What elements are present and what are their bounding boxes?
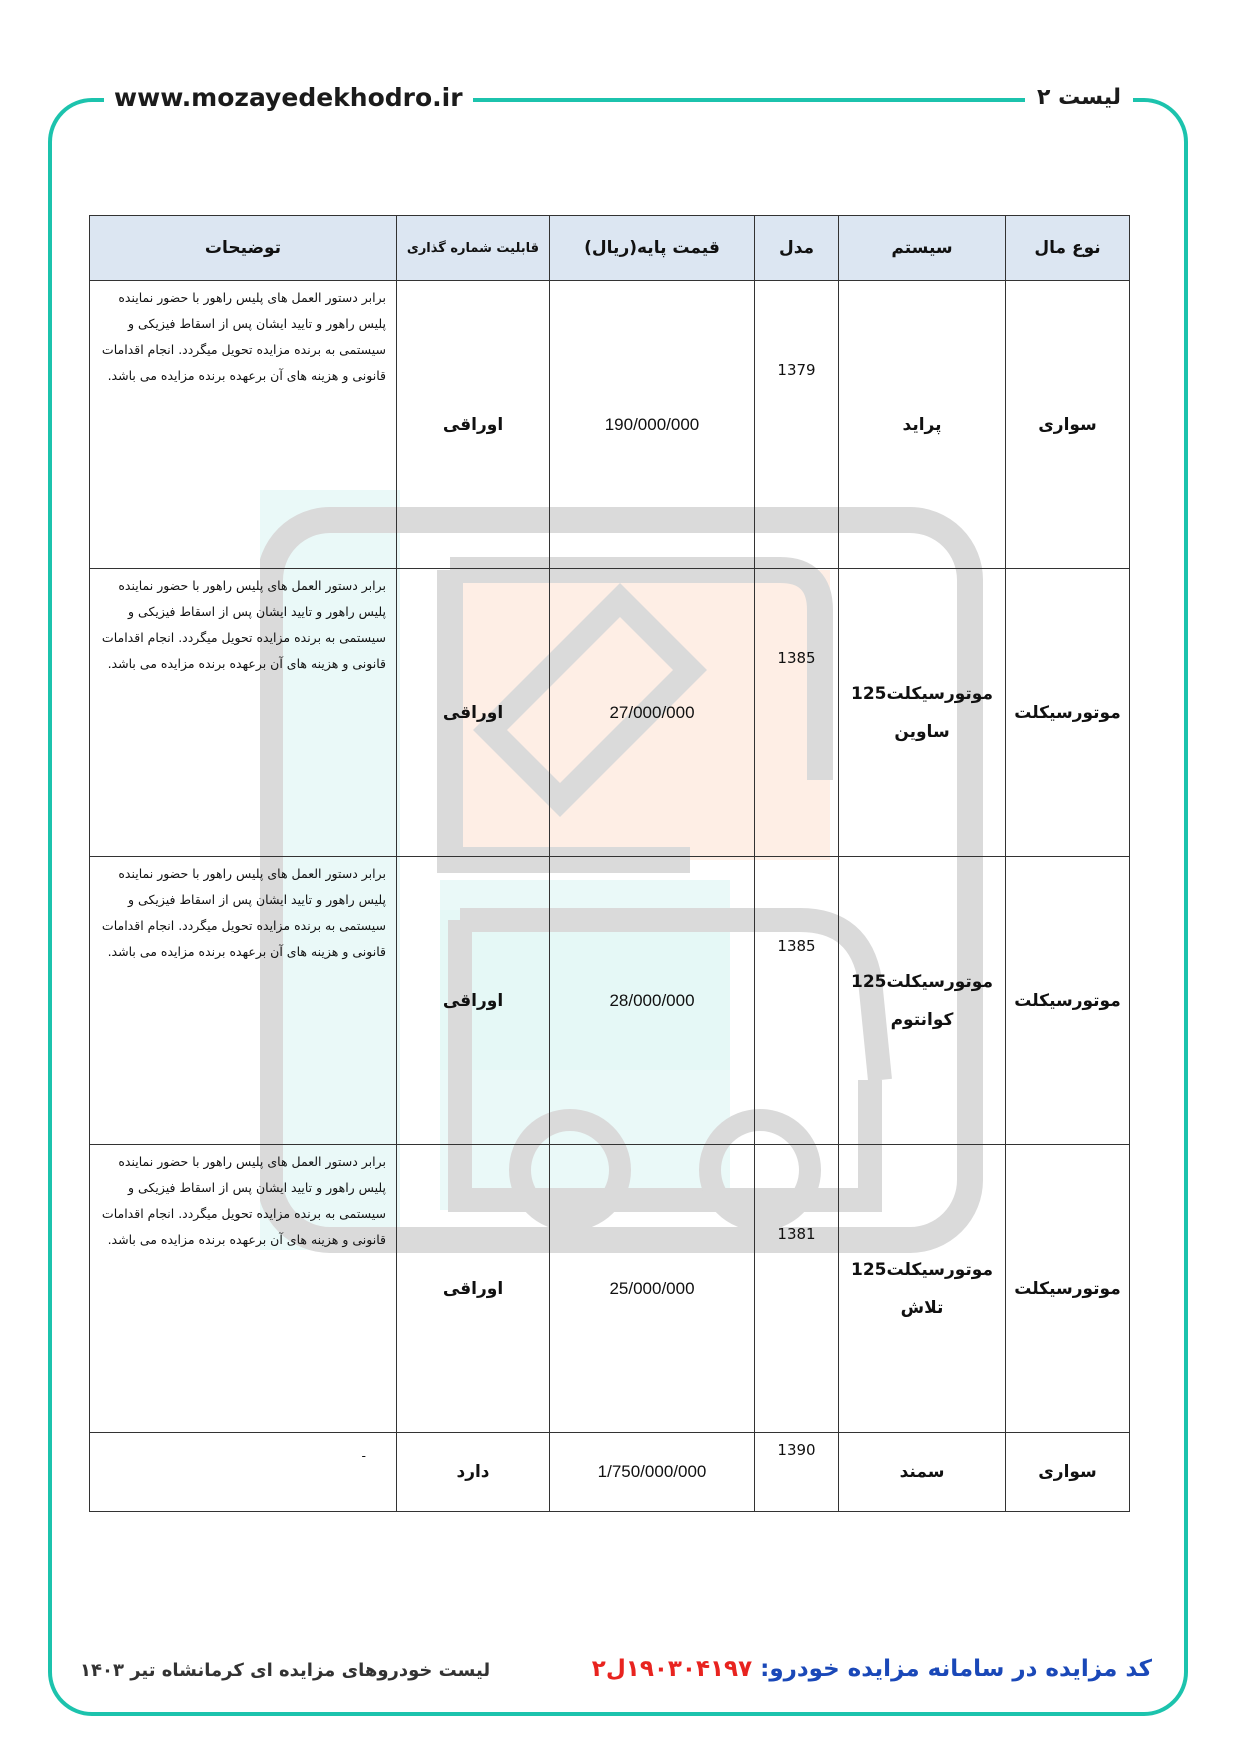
cell-system: سمند <box>839 1433 1006 1512</box>
footer-list-title: لیست خودروهای مزایده ای کرمانشاه تیر ۱۴۰۳ <box>80 1660 491 1681</box>
table-row <box>90 569 1130 857</box>
website-url: www.mozayedekhodro.ir <box>104 80 473 116</box>
cell-base-price: 27/000/000 <box>550 569 755 857</box>
header-system: سیستم <box>839 216 1006 281</box>
cell-model: 1379 <box>755 281 839 569</box>
cell-system: موتورسیکلت125 کوانتوم <box>839 857 1006 1145</box>
cell-description: برابر دستور العمل های پلیس راهور با حضور نماینده پلیس راهور و تایید ایشان پس از اسقاط فیزیکی و سیستمی به برنده مزایده تحویل میگردد. انجام اقدامات قانونی و هزینه های آن برعهده برنده مزایده می باشد. <box>90 569 397 857</box>
table-header-row <box>90 216 1130 281</box>
cell-model: 1385 <box>755 569 839 857</box>
header-base-price: قیمت پایه(ریال) <box>550 216 755 281</box>
cell-system: موتورسیکلت125 تلاش <box>839 1145 1006 1433</box>
cell-plate: اوراقی <box>397 857 550 1145</box>
cell-plate: اوراقی <box>397 569 550 857</box>
table-row <box>90 1433 1130 1512</box>
cell-item-type: سواری <box>1006 281 1130 569</box>
cell-system: موتورسیکلت125 ساوین <box>839 569 1006 857</box>
cell-item-type: موتورسیکلت <box>1006 857 1130 1145</box>
list-label: لیست ۲ <box>1025 80 1133 116</box>
cell-base-price: 28/000/000 <box>550 857 755 1145</box>
cell-base-price: 25/000/000 <box>550 1145 755 1433</box>
cell-item-type: موتورسیکلت <box>1006 1145 1130 1433</box>
table-row <box>90 1145 1130 1433</box>
cell-description: - <box>90 1433 397 1512</box>
items-table <box>89 215 1130 1512</box>
cell-model: 1381 <box>755 1145 839 1433</box>
auction-code-label: کد مزایده در سامانه مزایده خودرو: <box>760 1656 1152 1682</box>
cell-description: برابر دستور العمل های پلیس راهور با حضور نماینده پلیس راهور و تایید ایشان پس از اسقاط فیزیکی و سیستمی به برنده مزایده تحویل میگردد. انجام اقدامات قانونی و هزینه های آن برعهده برنده مزایده می باشد. <box>90 857 397 1145</box>
cell-description: برابر دستور العمل های پلیس راهور با حضور نماینده پلیس راهور و تایید ایشان پس از اسقاط فیزیکی و سیستمی به برنده مزایده تحویل میگردد. انجام اقدامات قانونی و هزینه های آن برعهده برنده مزایده می باشد. <box>90 1145 397 1433</box>
cell-plate: دارد <box>397 1433 550 1512</box>
cell-base-price: 1/750/000/000 <box>550 1433 755 1512</box>
header-model: مدل <box>755 216 839 281</box>
header-description: توضیحات <box>90 216 397 281</box>
cell-plate: اوراقی <box>397 1145 550 1433</box>
cell-item-type: موتورسیکلت <box>1006 569 1130 857</box>
table-row <box>90 857 1130 1145</box>
cell-item-type: سواری <box>1006 1433 1130 1512</box>
header-plate: قابلیت شماره گذاری <box>397 216 550 281</box>
footer-auction-code <box>592 1656 1152 1682</box>
table-row <box>90 281 1130 569</box>
cell-model: 1385 <box>755 857 839 1145</box>
cell-system: پراید <box>839 281 1006 569</box>
cell-model: 1390 <box>755 1433 839 1512</box>
cell-description: برابر دستور العمل های پلیس راهور با حضور نماینده پلیس راهور و تایید ایشان پس از اسقاط فیزیکی و سیستمی به برنده مزایده تحویل میگردد. انجام اقدامات قانونی و هزینه های آن برعهده برنده مزایده می باشد. <box>90 281 397 569</box>
header-item-type: نوع مال <box>1006 216 1130 281</box>
cell-plate: اوراقی <box>397 281 550 569</box>
cell-base-price: 190/000/000 <box>550 281 755 569</box>
auction-code-value: ۱۹۰۳۰۴۱۹۷ل۲ <box>591 1656 753 1682</box>
